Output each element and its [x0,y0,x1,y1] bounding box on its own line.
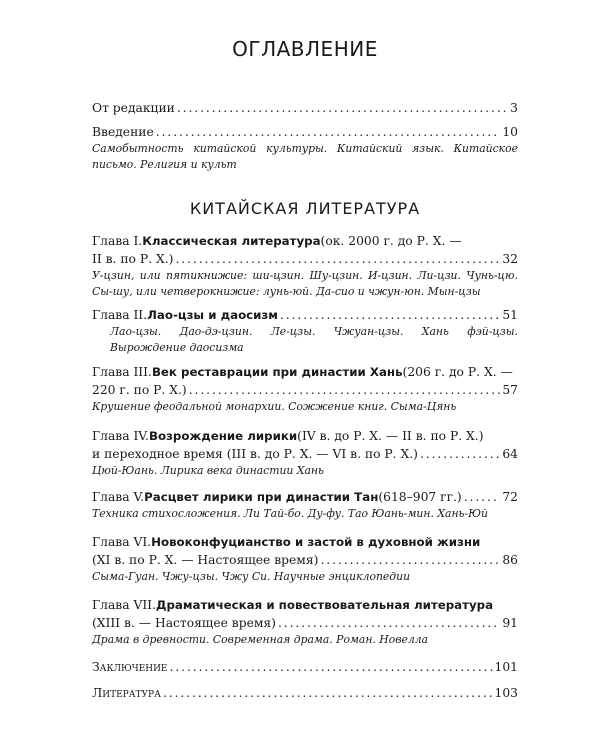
entry-label: Введение [92,125,154,139]
entry-label: Заключение [92,660,168,674]
dot-leader [320,551,500,569]
page-number: 91 [502,616,518,630]
toc-entry-chapter-4[interactable] [92,427,518,479]
chapter-number: Глава I. [92,234,143,248]
toc-entry-chapter-6[interactable] [92,533,518,585]
entry-description: Сыма-Гуан. Чжу-цзы. Чжу Си. Научные энциклопедии [92,570,411,583]
page-number: 32 [502,252,518,266]
chapter-title: Возрождение лирики [148,429,298,443]
toc-entry-introduction[interactable] [92,123,518,173]
dot-leader [189,381,501,399]
entry-description: У-цзин, или пятикнижие: ши-цзин. Шу-цзин. И-цзин. Ли-цзи. Чунь-цю. Сы-шу, или четверокнижие: лунь-юй. Да-сио и чжун-юн. Мын-цзы [92,269,518,298]
toc-entry-editors[interactable] [92,99,518,117]
dot-leader [163,684,493,702]
dot-leader [156,123,501,141]
dot-leader [278,614,500,632]
chapter-dates-cont: II в. по Р. Х.) [92,252,174,266]
chapter-title: Век реставрации при династии Хань [151,365,403,379]
chapter-dates: (206 г. до Р. Х. — [402,365,513,379]
chapter-number: Глава VII. [92,598,156,612]
dot-leader [177,99,508,117]
chapter-dates: (IV в. до Р. Х. — II в. по Р. Х.) [297,429,484,443]
page-number: 10 [502,125,518,139]
dot-leader [464,488,501,506]
toc-entry-chapter-1[interactable] [92,232,518,300]
chapter-dates: (618–907 гг.) [378,490,462,504]
entry-label: Литература [92,686,161,700]
toc-entry-chapter-5[interactable] [92,488,518,522]
toc-entry-chapter-2[interactable] [92,306,518,356]
entry-description: Драма в древности. Современная драма. Роман. Новелла [92,633,429,646]
page-number: 103 [494,686,518,700]
chapter-number: Глава VI. [92,535,152,549]
chapter-number: Глава III. [92,365,152,379]
dot-leader [280,306,500,324]
toc-entry-literature[interactable] [92,684,518,702]
dot-leader [170,658,493,676]
page-number: 86 [502,553,518,567]
section-title: КИТАЙСКАЯ ЛИТЕРАТУРА [189,199,421,218]
chapter-number: Глава V. [92,490,145,504]
toc-entry-chapter-3[interactable] [92,363,518,415]
page-number: 64 [502,447,518,461]
chapter-title: Драматическая и повествовательная литература [155,598,494,612]
chapter-title: Классическая литература [142,234,321,248]
dot-leader [175,250,500,268]
chapter-dates-cont: (XIII в. — Настоящее время) [92,616,276,630]
chapter-dates: (ок. 2000 г. до Р. Х. — [320,234,462,248]
entry-description: Крушение феодальной монархии. Сожжение книг. Сыма-Цянь [92,400,457,413]
entry-description: Самобытность китайской культуры. Китайский язык. Китайское письмо. Религия и культ [92,142,518,171]
page-number: 3 [510,101,518,115]
chapter-title: Новоконфуцианство и застой в духовной жизни [151,535,481,549]
page-number: 57 [502,383,518,397]
dot-leader [420,445,500,463]
chapter-number: Глава IV. [92,429,149,443]
toc-entry-chapter-7[interactable] [92,596,518,648]
toc-entry-conclusion[interactable] [92,658,518,676]
page-number: 72 [502,490,518,504]
page-number: 101 [494,660,518,674]
entry-description: Цюй-Юань. Лирика века династии Хань [92,464,324,477]
entry-description: Лао-цзы. Дао-дэ-цзин. Ле-цзы. Чжуан-цзы. Хань фэй-цзы. Вырождение даосизма [110,325,518,354]
chapter-dates-cont: и переходное время (III в. до Р. Х. — VI в. по Р. Х.) [92,447,418,461]
chapter-title: Лао-цзы и даосизм [147,308,278,322]
page-title: ОГЛАВЛЕНИЕ [232,37,378,61]
chapter-dates-cont: (XI в. по Р. Х. — Настоящее время) [92,553,319,567]
chapter-title: Расцвет лирики при династии Тан [144,490,379,504]
page-number: 51 [502,308,518,322]
entry-description: Техника стихосложения. Ли Тай-бо. Ду-фу. Тао Юань-мин. Хань-Юй [92,507,488,520]
entry-label: От редакции [92,101,175,115]
chapter-number: Глава II. [92,308,148,322]
chapter-dates-cont: 220 г. по Р. Х.) [92,383,187,397]
